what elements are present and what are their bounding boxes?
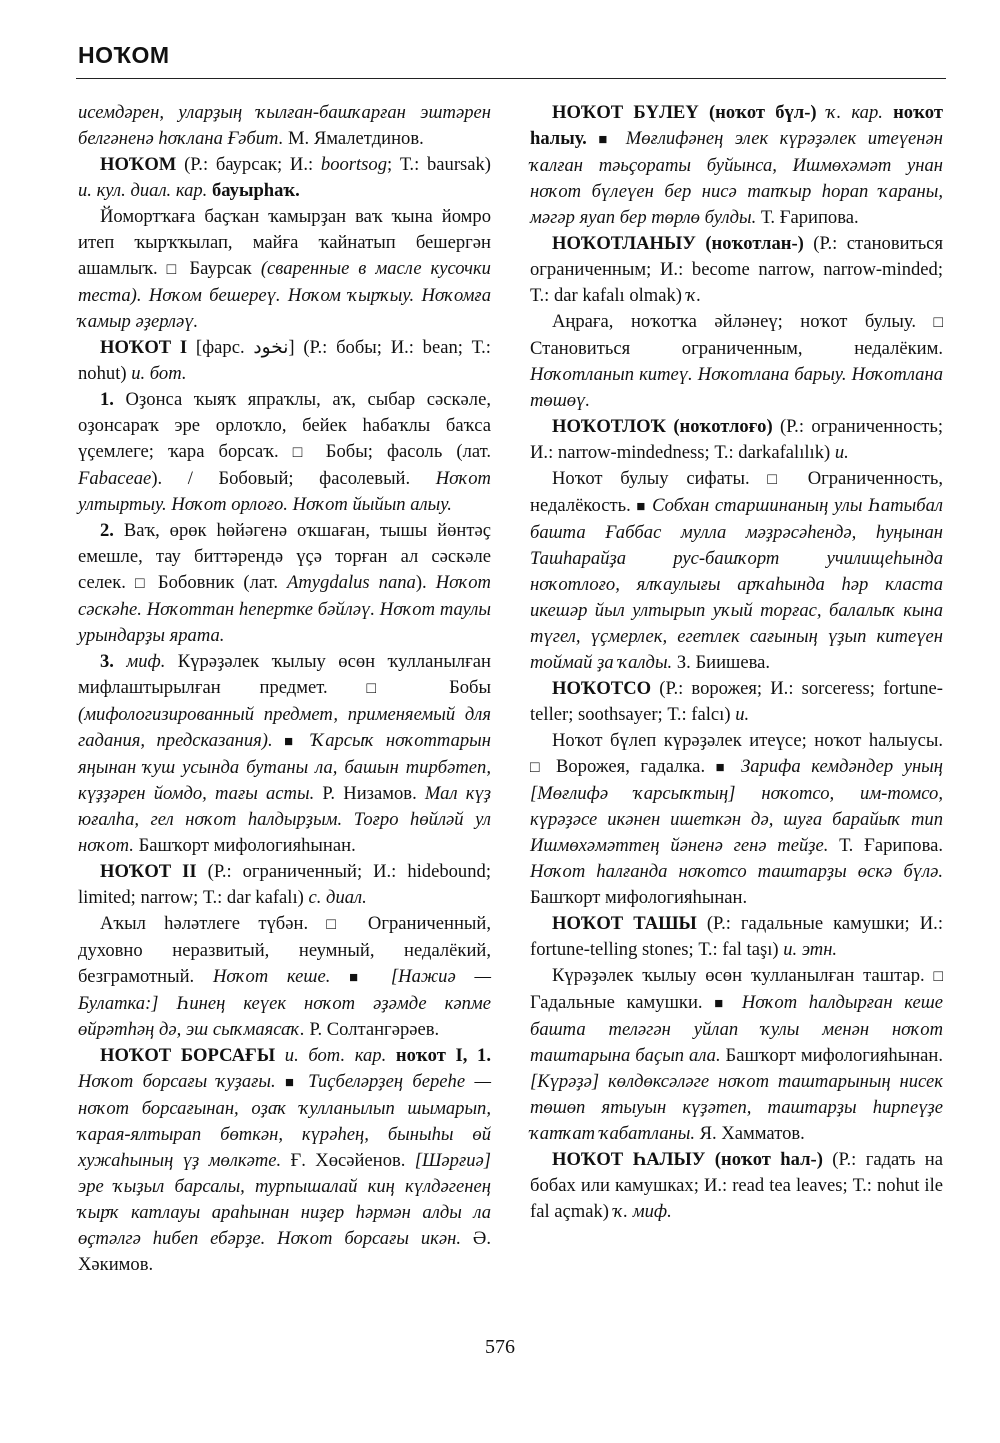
definition: Күрәҙәлек ҡылыу өсөн ҡулланылған таштар. □ Гадальные камушки. ■ Ноҡот һалдырған кеше башта теләгән уйлап ҡулы менән ноҡот таштарына баҫып ала. Башҡорт мифологияһынан. [Күрәҙә] көлдөксәләге ноҡот таштарының нисек төшөп ятыуын күҙәтеп, таштарҙы һирпеүҙе ҡатҡат ҡабатланы. Я. Хамматов. — [530, 965, 943, 1144]
entry-nokom: НОҠОМ (Р.: баурсак; И.: boortsog; Т.: baursak) и. кул. диал. кар. бауырһаҡ. — [78, 154, 491, 201]
square-mark: □ — [326, 916, 350, 933]
entry-nokot-tashy: НОҠОТ ТАШЫ (Р.: гадальные камушки; И.: fortune-telling stones; Т.: fal taşı) и. этн. — [530, 913, 943, 960]
headword: НОҠОТ II — [100, 861, 197, 882]
headword: НОҠОТ I — [100, 337, 188, 358]
definition: Йомортҡаға баҫҡан ҡамырҙан ваҡ ҡына йомро итеп ҡырҡҡылап, майға ҡайнатып бешергән ашамлыҡ. □ Баурсак (сваренные в масле кусочки теста). Ноҡом бешереү. Ноҡом ҡырҡыу. Ноҡомға ҡамыр әҙерләү. — [78, 206, 491, 332]
square-mark: □ — [530, 759, 546, 776]
definition: Аңрағa, ноҡотҡа әйләнеү; ноҡот булыу. □ Становиться ограниченным, недалёким. Ноҡотланып китеү. Ноҡотлана барыу. Ноҡотлана төшөү. — [530, 311, 943, 411]
example-mark: ■ — [714, 996, 731, 1012]
square-mark: □ — [933, 314, 943, 331]
entry-nokot-buleu: НОҠОТ БҮЛЕҮ (ноҡот бүл-) ҡ. кар. ноҡот һалыу. ■ Мөғлифәнең элек күрәҙәлек итеүенән ҡалған тәьҫораты буйынса, Ишмөхәмәт унан ноҡот бүлеүен бер нисә тапҡыр һорап ҡараны, мәгәр яуап бер төрлө булды. Т. Ғарипова. — [530, 102, 944, 228]
example-mark: ■ — [285, 1075, 299, 1091]
entry-continuation: исемдәрен, уларҙың ҡылған-башҡарған эштәрен белгәненә һоҡлана Ғәбит. М. Ямалетдинов. — [78, 102, 491, 149]
entry-nokotlanyu: НОҠОТЛАНЫУ (ноҡотлан-) (Р.: становиться ограниченным; И.: become narrow, narrow-minded; Т.: dar kafalı olmak) ҡ. — [530, 233, 943, 306]
entry-nokot-halyu: НОҠОТ ҺАЛЫУ (ноҡот һал-) (Р.: гадать на бобах или камушках; И.: read tea leaves; Т.: nohut ile fal açmak) ҡ. миф. — [530, 1149, 944, 1222]
left-column — [78, 100, 491, 1278]
entry-nokot-2: НОҠОТ II (Р.: ограниченный; И.: hidebound; limited; narrow; Т.: dar kafalı) с. диал. — [78, 861, 491, 908]
page-number: 576 — [485, 1336, 515, 1358]
headword: НОҠОМ — [100, 154, 177, 175]
example-mark: ■ — [598, 132, 615, 148]
headword: НОҠОТСО — [552, 678, 652, 699]
example-mark: ■ — [349, 970, 373, 986]
header-rule — [76, 78, 946, 79]
headword: НОҠОТ БОРСАҒЫ — [100, 1045, 276, 1066]
entry-nokot-borsagy: НОҠОТ БОРСАҒЫ и. бот. кар. ноҡот I, 1. Ноҡот борсағы ҡуҙағы. ■ Тиҫбеләрҙең береһе — ноҡот борсағынан, оҙаҡ ҡулланылып шымарып, ҡарая-ялтырап бөткән, күрәһең, быныһы өй хужаһының үҙ мөлкәте. Ғ. Хөсәйенов. [Шәрғиә] эре ҡыҙыл барсалы, турпышалай киң күлдәгенең ҡырҡ катлауы араһынан ниҙер һәрмән алды ла өҫтәлгә һибеп ебәрҙе. Ноҡот борсағы икән. Ә. Хәкимов. — [78, 1045, 492, 1275]
square-mark: □ — [933, 968, 943, 985]
headword: НОҠОТЛОҠ — [552, 416, 666, 437]
definition: Ноҡот булыу сифаты. □ Ограниченность, недалёкость. ■ Собхан старшинаның улы Һатыбал башта Ғаббас мулла мәҙрәсәһендә, һуңынан Ташһарайҙа рус-башҡорт училищеһында ноҡотлоғо, ялҡаулығы арҡаһында һәр класта икешәр йыл ултырып уҡый торғас, балалыҡ кына түгел, үҫмерлек, егетлек сағының үҙып китеүен тоймай ҙа ҡалды. З. Биишева. — [530, 468, 943, 673]
definition: Аҡыл һәләтлеге түбән. □ Ограниченный, духовно неразвитый, неумный, недалёкий, безграмотный. Ноҡот кеше. ■ [Нажиә — Булатка:] Һинең кеүек ноҡот әҙәмде кәпме өйрәтһәң дә, эш сыҡмаясаҡ. Р. Солтангәрәев. — [78, 913, 491, 1040]
entry-nokotso: НОҠОТСО (Р.: ворожея; И.: sorceress; fortune-teller; soothsayer; Т.: falcı) и. — [530, 678, 943, 725]
sense-2: 2. Ваҡ, өрөк һөйәгенә оҡшаған, тышы йөнтәҫ емешле, тау биттәрендә үҫә торған ал сәскәле селек. □ Бобовник (лат. Amygdalus nana). Ноҡот сәскәһе. Ноҡоттан һепертке бәйләү. Ноҡот таулы урындарҙы ярата. — [78, 520, 491, 646]
square-mark: □ — [166, 261, 181, 278]
square-mark: □ — [767, 471, 790, 488]
headword: НОҠОТ ТАШЫ — [552, 913, 697, 934]
example-mark: ■ — [715, 760, 731, 776]
right-column — [530, 100, 943, 1225]
square-mark: □ — [366, 680, 411, 697]
headword: НОҠОТ ҺАЛЫУ — [552, 1149, 706, 1170]
definition: Ноҡот бүлеп күрәҙәлек итеүсе; ноҡот һалыусы. □ Ворожея, гадалка. ■ Зарифа кемдәндер уның [Мөғлифә ҡарсыҡтың] ноҡотсо, им-томсо, күрәҙәсе икәнен ишеткән дә, шуға барайыҡ тип Ишмөхәмәттең йәненә генә тейҙе. Т. Ғарипова. Ноҡот һалғанда ноҡотсо таштарҙы өскә бүлә. Башҡорт мифологияһынан. — [530, 730, 943, 908]
example-mark: ■ — [636, 499, 647, 515]
square-mark: □ — [134, 575, 149, 592]
headword: НОҠОТЛАНЫУ — [552, 233, 696, 254]
example-mark: ■ — [284, 734, 300, 750]
entry-nokot-1: НОҠОТ I [фарс. نخود] (Р.: бобы; И.: bean; Т.: nohut) и. бот. — [78, 337, 491, 384]
headword: НОҠОТ БҮЛЕҮ — [552, 102, 699, 123]
entry-nokotlok: НОҠОТЛОҠ (ноҡотлоғо) (Р.: ограниченность; И.: narrow-mindedness; Т.: darkafalılık) и. — [530, 416, 943, 463]
square-mark: □ — [292, 444, 312, 461]
sense-3: 3. миф. Күрәҙәлек ҡылыу өсөн ҡулланылған мифлаштырылған предмет. □ Бобы (мифологизированный предмет, применяемый для гадания, предсказания). ■ Ҡарсыҡ ноҡоттарын яңынан ҡуш усында бутаны ла, башын тирбәтеп, күҙҙәрен йомдо, тағы асты. Р. Низамов. Мал күҙ юғалһа, гел ноҡот һалдырҙым. Тоғро һөйләй ул ноҡот. Башҡорт мифологияһынан. — [78, 651, 492, 856]
running-head: НОҠОМ — [78, 42, 170, 68]
sense-1: 1. Оҙонса ҡыяҡ япраҡлы, аҡ, сыбар сәскәле, оҙонсараҡ эре орлоҡло, бейек һабаҡлы баҡса үҫемлеге; ҡара борсаҡ. □ Бобы; фасоль (лат. Fabaceae). / Бобовый; фасолевый. Ноҡот ултыртыу. Ноҡот орлоғо. Ноҡот йыйып алыу. — [78, 389, 491, 515]
